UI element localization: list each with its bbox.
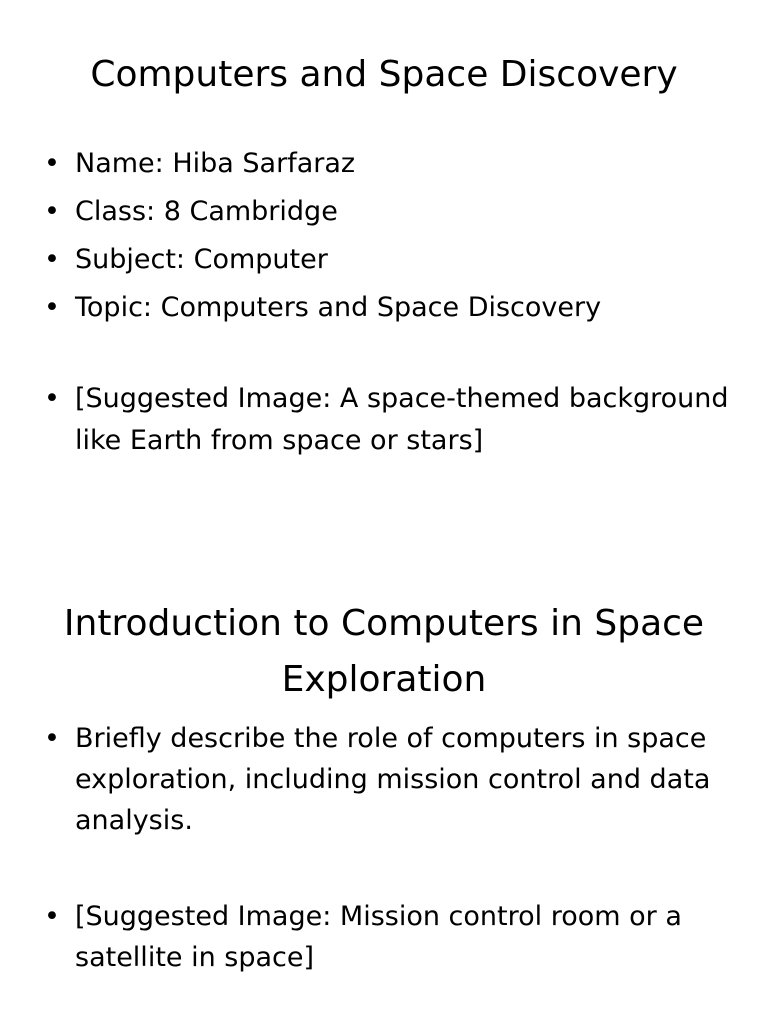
bullet-text: Name: Hiba Sarfaraz [75, 148, 356, 179]
bullet-icon: • [44, 383, 60, 414]
bullet-list [44, 718, 734, 978]
slide-2 [0, 512, 768, 1024]
bullet-text: Topic: Computers and Space Discovery [75, 292, 602, 323]
bullet-item-image-suggestion [44, 378, 734, 462]
bullet-list [44, 140, 734, 462]
bullet-item-subject [44, 236, 734, 284]
bullet-text: [Suggested Image: A space-themed background like Earth from space or stars] [75, 383, 729, 456]
bullet-text: Briefly describe the role of computers in space exploration, including mission control and data analysis. [75, 723, 711, 836]
bullet-item-topic [44, 284, 734, 332]
bullet-item-image-suggestion [44, 896, 734, 978]
bullet-text: [Suggested Image: Mission control room or a satellite in space] [75, 901, 682, 973]
bullet-text: Subject: Computer [75, 244, 328, 275]
bullet-item-class [44, 188, 734, 236]
bullet-item-name [44, 140, 734, 188]
bullet-icon: • [44, 196, 60, 227]
slide-title: Introduction to Computers in Space Exploration [63, 603, 705, 700]
slide-title: Computers and Space Discovery [90, 54, 678, 95]
bullet-icon: • [44, 244, 60, 275]
bullet-icon: • [44, 292, 60, 323]
bullet-item-description [44, 718, 734, 841]
bullet-text: Class: 8 Cambridge [75, 196, 338, 227]
bullet-icon: • [44, 148, 60, 179]
bullet-icon: • [44, 901, 60, 932]
bullet-icon: • [44, 723, 60, 754]
